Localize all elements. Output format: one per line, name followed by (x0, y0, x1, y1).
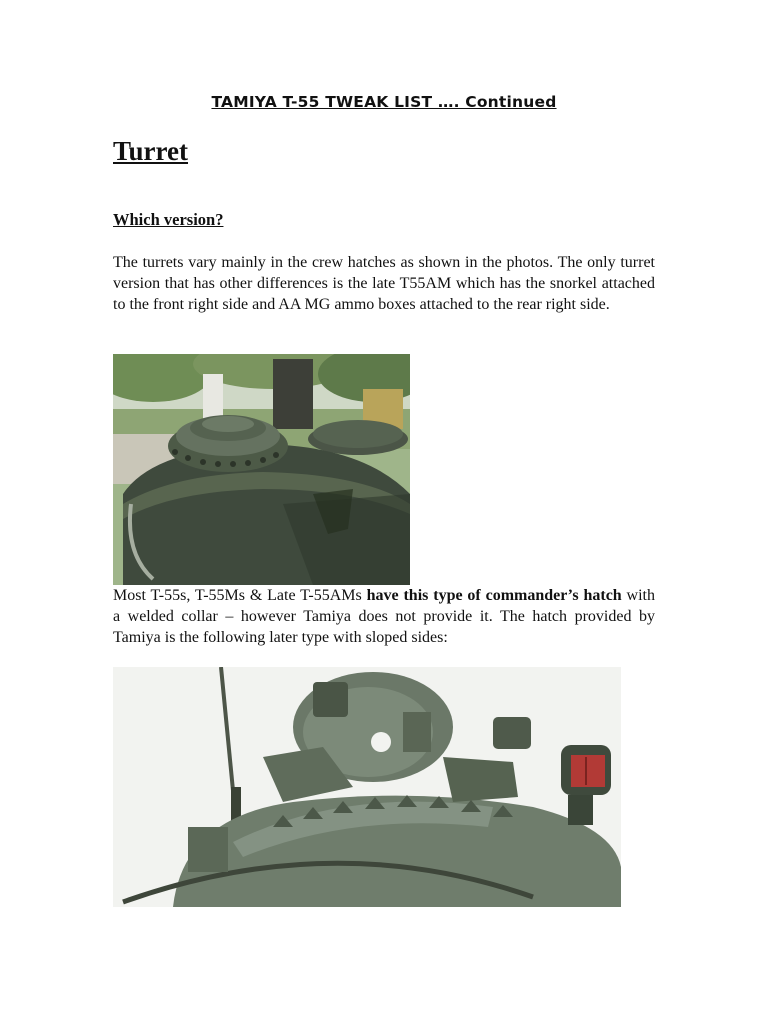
turret-photo-welded-collar (113, 354, 410, 585)
subheading-which-version: Which version? (113, 210, 224, 229)
paragraph-commander-hatch (113, 585, 655, 648)
section-heading-turret: Turret (113, 136, 189, 166)
paragraph2-start: Most T-55s, T-55Ms & Late T-55AMs (113, 587, 367, 604)
document-title: TAMIYA T-55 TWEAK LIST …. Continued (211, 93, 557, 111)
paragraph2-bold: have this type of commander’s hatch (366, 587, 622, 604)
turret-photo-sloped-hatch (113, 667, 621, 907)
paragraph-turret-versions: The turrets vary mainly in the crew hatches as shown in the photos. The only turret version that has other differences is the late T55AM which has the snorkel attached to the front right side and AA MG ammo boxes attached to the rear right side. (113, 254, 655, 313)
paragraph2-end: with a welded collar – however Tamiya does not provide it. The hatch provided by Tamiya is the following later type with sloped sides: (113, 587, 656, 646)
